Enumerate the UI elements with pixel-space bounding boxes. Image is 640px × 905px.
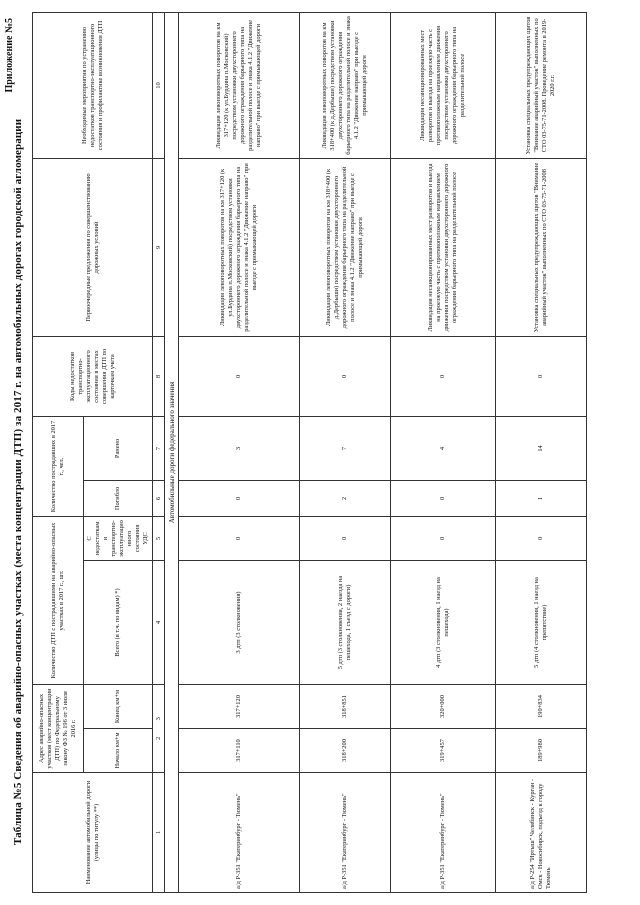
measures-cell: Ликвидация несанкционированных мест разворотов и выезда на проезжую часть с противоположным направлением движения посредством установки двухстороннего дорожного ограждения барьерного типа на разделительной полосе <box>391 12 496 158</box>
injured-cell: 3 <box>179 416 300 480</box>
road-cell: а/д Р-351 "Екатеринбург - Тюмень" <box>179 773 300 893</box>
table-row <box>391 12 496 892</box>
col-proposals-header: Первоочередные предложения по совершенствованию дорожных условий <box>33 158 153 336</box>
dtp-total-cell: 3 дтп (3 столкновения) <box>179 561 300 685</box>
start-cell: 319+457 <box>391 729 496 773</box>
column-number: 9 <box>153 158 165 336</box>
table-title: Таблица №5 Сведения об аварийно-опасных участках (места концентрации ДТП) за 2017 г. на автомобильных дорогах городской агломерации <box>12 118 24 845</box>
appendix-label: Приложение №5 <box>4 18 15 93</box>
killed-cell: 0 <box>179 480 300 516</box>
column-number: 4 <box>153 561 165 685</box>
table-row <box>179 12 300 892</box>
injured-cell: 7 <box>300 416 391 480</box>
proposals-cell: Ликвидация левоповоротных поворотов на км 317+120 (к ул.Бурдина п.Московский) посредством установки двухстороннего дорожного ограждения барьерного типа на разделительной полосе и знака 4.1.2 "Движение направо" при выезде с примыкающей дороги <box>179 158 300 336</box>
column-number: 10 <box>153 12 165 158</box>
end-cell: 320+000 <box>391 685 496 729</box>
measures-cell: Ликвидация левоповоротных поворотов на км 317+120 (к ул.Бурдина п.Московский) посредством установки двухстороннего дорожного ограждения барьерного типа на разделительной полосе и знака 4.1.2 "Движение направо" при выезде с примыкающей дороги <box>179 12 300 158</box>
road-condition-cell: 0 <box>179 516 300 560</box>
col-measures-header: Необходимые мероприятия по устранению недостатков транспортно-эксплуатационного состояния и профилактике возникновения ДТП <box>33 12 153 158</box>
end-cell: 318+851 <box>300 685 391 729</box>
col-dtp-group-header: Количество ДТП с пострадавшими на аварийно-опасных участках в 2017 г., шт. <box>33 516 84 684</box>
section-label: Автомобильные дороги федерального значения <box>165 12 179 892</box>
col-road-condition-header: С недостатками транспортно-эксплуатационного состояния УДС <box>84 516 153 560</box>
column-number: 8 <box>153 336 165 416</box>
start-cell: 318+200 <box>300 729 391 773</box>
header-row-1 <box>33 12 84 892</box>
col-codes-header: Коды недостатков транспортно-эксплуатационного состояния в местах совершения ДТП по карточкам учета <box>33 336 153 416</box>
col-victims-group-header: Количество пострадавших в 2017 г., чел. <box>33 416 84 516</box>
proposals-cell: Ликвидация несанкционированных мест разворотов и выезда на проезжую часть с противоположным направлением движения посредством установки двухстороннего дорожного ограждения барьерного типа на разделительной полосе <box>391 158 496 336</box>
measures-cell: Ликвидация левоповоротных поворотов на км 318+400 (к д.Дербыши) посредством установки двухстороннего дорожного ограждения барьерного типа на разделительной полосе и знака 4.1.2 "Движение направо" при выезде с примыкающей дороги <box>300 12 391 158</box>
column-number: 5 <box>153 516 165 560</box>
column-number: 6 <box>153 480 165 516</box>
start-cell: 317+110 <box>179 729 300 773</box>
road-cell: а/д Р-351 "Екатеринбург - Тюмень" <box>300 773 391 893</box>
road-condition-cell: 0 <box>496 516 587 560</box>
col-injured-header: Ранено <box>84 416 153 480</box>
codes-cell: 0 <box>496 336 587 416</box>
injured-cell: 14 <box>496 416 587 480</box>
killed-cell: 1 <box>496 480 587 516</box>
measures-cell: Установка специальных предупреждающих щитов "Внимание аварийный участок" выполненных по СТО 03-75-71-2008. Проведение ремонта в 2019-2020 г.г. <box>496 12 587 158</box>
proposals-cell: Ликвидация левоповоротных поворотов на км 318+400 (к д.Дербыши) посредством установки двухстороннего дорожного ограждения барьерного типа на разделительной полосе и знака 4.1.2 "Движение направо" при выезде с примыкающей дороги <box>300 158 391 336</box>
dtp-total-cell: 4 дтп (3 столкновения, 1 наезд на пешехода) <box>391 561 496 685</box>
column-numbers-row <box>153 12 165 892</box>
column-number: 1 <box>153 773 165 893</box>
road-cell: а/д Р-351 "Екатеринбург - Тюмень" <box>391 773 496 893</box>
start-cell: 189+980 <box>496 729 587 773</box>
codes-cell: 0 <box>179 336 300 416</box>
road-cell: а/д Р-254 "Иртыш" Челябинск - Курган - Омск - Новосибирск, подъезд к городу Тюмень <box>496 773 587 893</box>
proposals-cell: Установка специальных предупреждающих щитов "Внимание аварийный участок" выполненных по СТО 03-75-71-2008 <box>496 158 587 336</box>
killed-cell: 0 <box>391 480 496 516</box>
end-cell: 190+834 <box>496 685 587 729</box>
col-end-header: Конец км+м <box>84 685 153 729</box>
end-cell: 317+120 <box>179 685 300 729</box>
col-road-name-header: Наименование автомобильной дороги (улицы по титулу **) <box>33 773 153 893</box>
table-row <box>300 12 391 892</box>
road-condition-cell: 0 <box>391 516 496 560</box>
road-condition-cell: 0 <box>300 516 391 560</box>
table-row <box>496 12 587 892</box>
dtp-total-cell: 5 дтп (4 столкновения, 1 наезд на препятствие) <box>496 561 587 685</box>
col-start-header: Начало км+м <box>84 729 153 773</box>
col-killed-header: Погибло <box>84 480 153 516</box>
accident-sites-table <box>32 12 587 893</box>
codes-cell: 0 <box>300 336 391 416</box>
dtp-total-cell: 5 дтп (3 столкновения, 2 наезда на пешехода, 1 съезд с дороги) <box>300 561 391 685</box>
section-row <box>165 12 179 892</box>
column-number: 7 <box>153 416 165 480</box>
codes-cell: 0 <box>391 336 496 416</box>
injured-cell: 4 <box>391 416 496 480</box>
col-dtp-total-header: Всего (в т.ч. по видам) *) <box>84 561 153 685</box>
killed-cell: 2 <box>300 480 391 516</box>
col-address-group-header: Адрес аварийно-опасных участков (мест концентрации ДТП) по Федеральному закону ФЗ № 196 от 3 июля 2016 г. <box>33 685 84 773</box>
column-number: 2 3 <box>153 685 165 773</box>
